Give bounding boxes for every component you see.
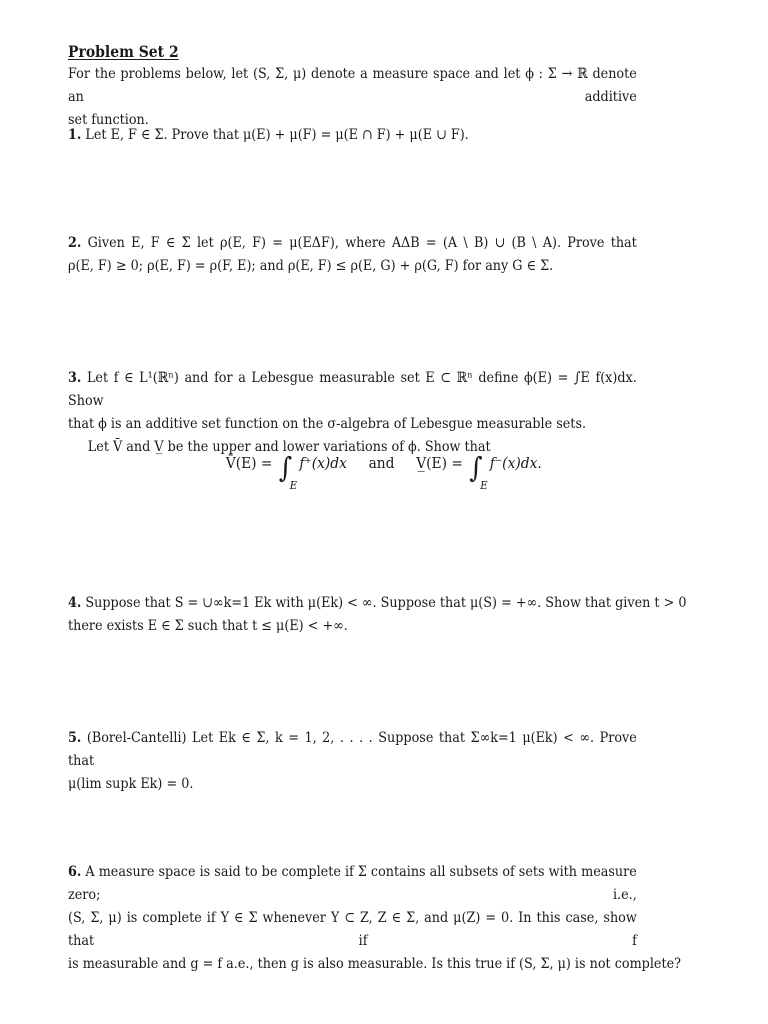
problem-1 [68, 124, 637, 147]
header-block [68, 40, 637, 132]
problem-number: 6. [68, 864, 82, 880]
problem-number: 3. [68, 370, 82, 386]
equation-lhs-lower: V̲(E) = [416, 454, 464, 472]
problem-text-line: Let f ∈ L¹(ℝⁿ) and for a Lebesgue measurable set E ⊂ ℝⁿ define ϕ(E) = ∫E f(x)dx. Show [68, 370, 637, 409]
problem-text-line: is measurable and g = f a.e., then g is also measurable. Is this true if (S, Σ, μ) is not complete? [68, 956, 682, 972]
intro-line-2: set function. [68, 112, 149, 128]
equation-integrand-lower: f⁻(x)dx. [490, 454, 542, 472]
integral-symbol: ∫ E [278, 451, 298, 492]
problem-number: 1. [68, 127, 82, 143]
page-title: Problem Set 2 [68, 42, 179, 61]
problem-text-line: there exists E ∈ Σ such that t ≤ μ(E) < +∞. [68, 618, 348, 634]
integral-domain: E [480, 479, 488, 492]
problem-number: 2. [68, 235, 82, 251]
problem-number: 4. [68, 595, 82, 611]
problem-text-line: (Borel-Cantelli) Let Ek ∈ Σ, k = 1, 2, . . . . Suppose that Σ∞k=1 μ(Ek) < ∞. Prove that [68, 730, 637, 769]
equation-lhs-upper: V̄(E) = [225, 454, 273, 472]
problem-3 [68, 367, 637, 459]
intro-line-1: For the problems below, let (S, Σ, μ) denote a measure space and let ϕ : Σ → ℝ denote an additive [68, 66, 637, 105]
problem-2 [68, 232, 637, 278]
problem-text-line: μ(lim supk Ek) = 0. [68, 776, 194, 792]
problem-text-line: that ϕ is an additive set function on the σ-algebra of Lebesgue measurable sets. [68, 416, 587, 432]
problem-text-line: Let V̄ and V̲ be the upper and lower variations of ϕ. Show that [87, 439, 491, 455]
problem-text-line: (S, Σ, μ) is complete if Y ∈ Σ whenever Y ⊂ Z, Z ∈ Σ, and μ(Z) = 0. In this case, show that if f [68, 910, 637, 949]
problem-6 [68, 861, 682, 976]
problem-text-line: ρ(E, F) ≥ 0; ρ(E, F) = ρ(F, E); and ρ(E, F) ≤ ρ(E, G) + ρ(G, F) for any G ∈ Σ. [68, 258, 554, 274]
integral-symbol: ∫ E [469, 451, 488, 492]
problem-5 [68, 727, 637, 796]
problem-text-line: Given E, F ∈ Σ let ρ(E, F) = μ(EΔF), where AΔB = (A \ B) ∪ (B \ A). Prove that [87, 235, 637, 251]
equation-connector: and [368, 454, 395, 472]
problem-text-line: Suppose that S = ∪∞k=1 Ek with μ(Ek) < ∞. Suppose that μ(S) = +∞. Show that given t > 0 [85, 595, 687, 611]
display-equation [0, 451, 768, 498]
problem-text-line: Let E, F ∈ Σ. Prove that μ(E) + μ(F) = μ(E ∩ F) + μ(E ∪ F). [85, 127, 469, 143]
problem-number: 5. [68, 730, 82, 746]
equation-integrand-upper: f⁺(x)dx [299, 454, 348, 472]
problem-text-line: A measure space is said to be complete if Σ contains all subsets of sets with measure zero; i.e., [68, 864, 637, 903]
problem-4 [68, 592, 687, 638]
integral-domain: E [290, 479, 298, 492]
